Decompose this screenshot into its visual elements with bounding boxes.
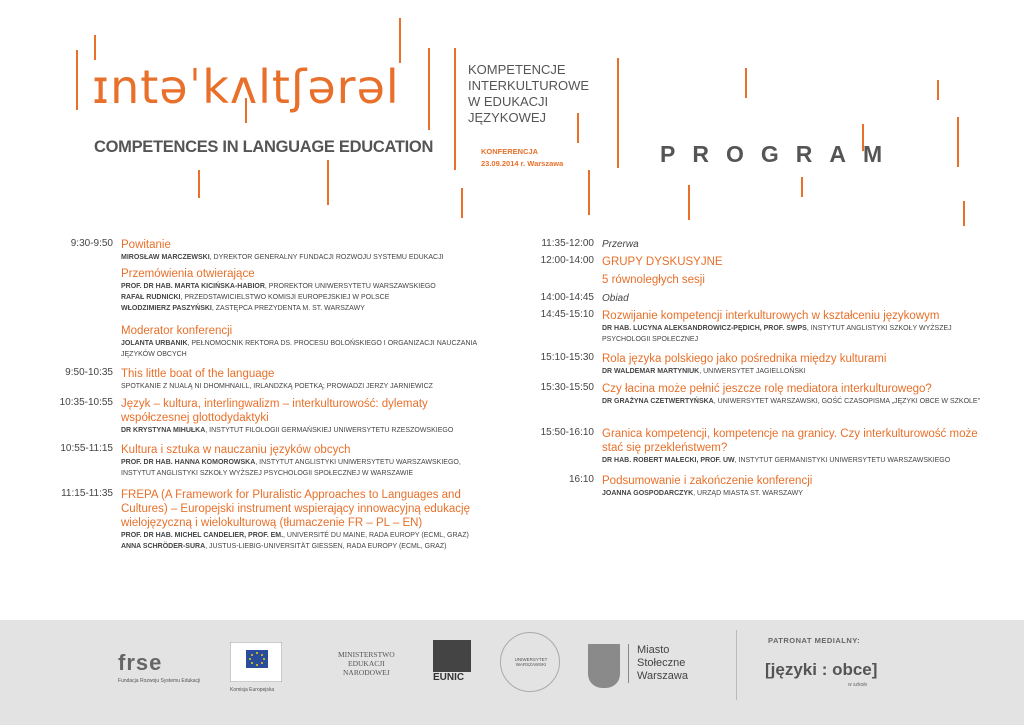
session-time: 14:00-14:45 bbox=[540, 292, 594, 303]
speaker-affiliation: , INSTYTUT FILOLOGII GERMAŃSKIEJ UNIWERSYTETU RZESZOWSKIEGO bbox=[205, 427, 454, 434]
session-time: 12:00-14:00 bbox=[540, 255, 594, 266]
session-title: GRUPY DYSKUSYJNE bbox=[602, 256, 723, 268]
speaker-affiliation: , PEŁNOMOCNIK REKTORA DS. PROCESU BOLOŃSKIEGO I ORGANIZACJI NAUCZANIA JĘZYKÓW OBCYCH bbox=[121, 340, 477, 358]
session-time: 11:35-12:00 bbox=[541, 238, 594, 249]
speaker-name: DR GRAŻYNA CZETWERTYŃSKA bbox=[602, 398, 714, 405]
conference-info bbox=[481, 146, 563, 170]
speaker-line bbox=[121, 425, 491, 436]
session-time: 14:45-15:10 bbox=[540, 309, 594, 320]
session-title: Czy łacina może pełnić jeszcze rolę mediatora interkulturowego? bbox=[602, 383, 932, 395]
session-body bbox=[121, 238, 491, 263]
jezyki-obce-logo: [języki : obce] bbox=[765, 660, 878, 679]
speaker-line bbox=[602, 396, 982, 407]
session-time: 15:30-15:50 bbox=[540, 382, 594, 393]
speaker-line bbox=[121, 252, 491, 263]
speaker-line bbox=[602, 366, 982, 377]
speaker-affiliation: , JUSTUS-LIEBIG-UNIVERSITÄT GIESSEN, RADA EUROPY (ECML, GRAZ) bbox=[205, 543, 447, 550]
men-line: NARODOWEJ bbox=[343, 668, 390, 677]
men-logo bbox=[338, 650, 395, 677]
session-body bbox=[602, 292, 982, 306]
speaker-name: ANNA SCHRÖDER-SURA bbox=[121, 543, 206, 550]
session-body bbox=[602, 474, 982, 499]
subtitle: COMPETENCES IN LANGUAGE EDUCATION bbox=[94, 138, 434, 156]
session-title: Kultura i sztuka w nauczaniu języków obcych bbox=[121, 444, 351, 456]
session-body bbox=[602, 309, 982, 345]
speaker-affiliation: , UNIWERSYTET JAGIELLOŃSKI bbox=[699, 368, 806, 375]
speaker-affiliation: , INSTYTUT GERMANISTYKI UNIWERSYTETU WARSZAWSKIEGO bbox=[734, 457, 951, 464]
session-title: This little boat of the language bbox=[121, 368, 275, 380]
uw-logo bbox=[500, 632, 560, 692]
session-body bbox=[602, 427, 982, 466]
eunic-logo bbox=[433, 640, 471, 683]
speaker-name: DR HAB. ROBERT MAŁECKI, PROF. UW bbox=[602, 457, 735, 464]
footer-divider bbox=[736, 630, 737, 700]
speaker-affiliation: , UNIVERSITÉ DU MAINE, RADA EUROPY (ECML, GRAZ) bbox=[283, 532, 469, 539]
session-break-label: Przerwa bbox=[602, 239, 639, 250]
speaker-name: JOANNA GOSPODARCZYK bbox=[602, 490, 694, 497]
frse-wordmark: frse bbox=[118, 650, 163, 675]
speaker-affiliation: , PRZEDSTAWICIELSTWO KOMISJI EUROPEJSKIEJ W POLSCE bbox=[180, 294, 390, 301]
speaker-line bbox=[121, 457, 491, 479]
polish-title-line: KOMPETENCJE bbox=[468, 62, 566, 77]
jezyki-obce-sub: w szkole bbox=[848, 682, 868, 688]
speaker-line bbox=[121, 530, 491, 541]
speaker-name: RAFAŁ RUDNICKI bbox=[121, 294, 181, 301]
session-body bbox=[121, 367, 491, 392]
speaker-line bbox=[121, 541, 491, 552]
warsaw-line: Miasto bbox=[637, 644, 670, 656]
session-time: 15:10-15:30 bbox=[540, 352, 594, 363]
session-time: 10:55-11:15 bbox=[60, 443, 113, 454]
session-time: 11:15-11:35 bbox=[61, 488, 113, 499]
speaker-name: PROF. DR HAB. MARTA KICIŃSKA-HABIOR bbox=[121, 283, 265, 290]
session-body bbox=[602, 382, 982, 407]
session-title: Przemówienia otwierające bbox=[121, 268, 255, 280]
session-time: 10:35-10:55 bbox=[59, 397, 113, 408]
conference-date: 23.09.2014 r. Warszawa bbox=[481, 159, 564, 168]
uw-label: UNIWERSYTET WARSZAWSKI bbox=[514, 657, 548, 667]
speaker-line bbox=[121, 338, 491, 360]
session-title: Rola języka polskiego jako pośrednika między kulturami bbox=[602, 353, 887, 365]
speaker-affiliation: , INSTYTUT ANGLISTYKI UNIWERSYTETU WARSZAWSKIEGO, INSTYTUT ANGLISTYKI SZKOŁY WYŻSZEJ PSYCHOLOGII SPOŁECZNEJ W WARSZAWIE bbox=[121, 459, 461, 477]
speaker-affiliation: SPOTKANIE Z NUALĄ NI DHOMHNAILL, IRLANDZKĄ POETKĄ; PROWADZI JERZY JARNIEWICZ bbox=[121, 383, 433, 390]
speaker-affiliation: , DYREKTOR GENERALNY FUNDACJI ROZWOJU SYSTEMU EDUKACJI bbox=[209, 254, 444, 261]
session-title: Rozwijanie kompetencji interkulturowych w kształceniu językowym bbox=[602, 310, 940, 322]
warsaw-line: Stołeczne bbox=[637, 657, 686, 669]
speaker-line bbox=[121, 281, 491, 292]
polish-title bbox=[468, 62, 608, 126]
speaker-line bbox=[121, 303, 491, 314]
speaker-line bbox=[602, 455, 982, 466]
european-commission-logo bbox=[230, 642, 282, 694]
patronat-label: PATRONAT MEDIALNY: bbox=[768, 636, 861, 645]
session-time: 9:30-9:50 bbox=[70, 238, 113, 249]
polish-title-line: W EDUKACJI bbox=[468, 94, 549, 109]
speaker-affiliation: , ZASTĘPCA PREZYDENTA M. ST. WARSZAWY bbox=[211, 305, 365, 312]
speaker-affiliation: , PROREKTOR UNIWERSYTETU WARSZAWSKIEGO bbox=[264, 283, 436, 290]
session-time: 9:50-10:35 bbox=[65, 367, 113, 378]
speaker-name: DR HAB. LUCYNA ALEKSANDROWICZ-PĘDICH, PROF. SWPS bbox=[602, 325, 807, 332]
speaker-name: PROF. DR HAB. HANNA KOMOROWSKA bbox=[121, 459, 256, 466]
session-break-label: Obiad bbox=[602, 293, 629, 304]
conference-label: KONFERENCJA bbox=[481, 147, 539, 156]
speaker-affiliation: , URZĄD MIASTA ST. WARSZAWY bbox=[693, 490, 803, 497]
session-title: Język – kultura, interlingwalizm – interkulturowość: dylematy współczesnej glottodydaktyki bbox=[121, 398, 428, 424]
frse-logo bbox=[118, 650, 200, 684]
speaker-name: DR KRYSTYNA MIHUŁKA bbox=[121, 427, 206, 434]
frse-sub: Fundacja Rozwoju Systemu Edukacji bbox=[118, 678, 201, 684]
speaker-name: DR WALDEMAR MARTYNIUK bbox=[602, 368, 700, 375]
session-body bbox=[602, 352, 982, 377]
program-heading: PROGRAM bbox=[660, 141, 900, 167]
logo-wordmark: ɪntəˈkʌltʃərəl bbox=[92, 60, 400, 114]
session-body bbox=[602, 238, 982, 252]
ke-label: Komisja Europejska bbox=[230, 687, 275, 693]
session-title: Podsumowanie i zakończenie konferencji bbox=[602, 475, 813, 487]
speaker-name: MIROSŁAW MARCZEWSKI bbox=[121, 254, 210, 261]
eunic-label: EUNIC bbox=[433, 672, 465, 683]
warsaw-line: Warszawa bbox=[637, 670, 688, 682]
session-body bbox=[602, 255, 982, 269]
session-body bbox=[121, 488, 491, 552]
warsaw-logo bbox=[628, 644, 688, 683]
session-title: 5 równoległych sesji bbox=[602, 274, 705, 286]
speaker-name: JOLANTA URBANIK bbox=[121, 340, 188, 347]
session-body bbox=[602, 273, 982, 287]
session-body bbox=[121, 324, 491, 360]
polish-title-line: JĘZYKOWEJ bbox=[468, 110, 547, 125]
men-line: EDUKACJI bbox=[348, 659, 385, 668]
speaker-name: PROF. DR HAB. MICHEL CANDELIER, PROF. EM. bbox=[121, 532, 284, 539]
session-body bbox=[121, 267, 491, 314]
men-line: MINISTERSTWO bbox=[338, 650, 395, 659]
speaker-line bbox=[121, 292, 491, 303]
session-body bbox=[121, 397, 491, 436]
warsaw-crest-icon bbox=[588, 644, 620, 688]
session-title: FREPA (A Framework for Pluralistic Approaches to Languages and Cultures) – Europejski instrument wspierający innowacyjną edukację wielojęzyczną i wielokulturową (tłumaczenie FR – PL – EN) bbox=[121, 489, 470, 529]
speaker-line bbox=[121, 381, 491, 392]
session-title: Moderator konferencji bbox=[121, 325, 233, 337]
footer bbox=[0, 620, 1024, 725]
speaker-line bbox=[602, 488, 982, 499]
session-body bbox=[121, 443, 491, 479]
session-title: Granica kompetencji, kompetencje na granicy. Czy interkulturowość może stać się przekleństwem? bbox=[602, 428, 978, 454]
polish-title-line: INTERKULTUROWE bbox=[468, 78, 590, 93]
speaker-line bbox=[602, 323, 982, 345]
session-title: Powitanie bbox=[121, 239, 171, 251]
session-time: 15:50-16:10 bbox=[540, 427, 594, 438]
speaker-affiliation: , UNIWERSYTET WARSZAWSKI, GOŚĆ CZASOPISMA „JĘZYKI OBCE W SZKOLE" bbox=[713, 398, 981, 405]
speaker-affiliation: , INSTYTUT ANGLISTYKI SZKOŁY WYŻSZEJ PSYCHOLOGII SPOŁECZNEJ bbox=[602, 325, 952, 343]
speaker-name: WŁODZIMIERZ PASZYŃSKI bbox=[121, 305, 212, 312]
session-time: 16:10 bbox=[568, 474, 594, 485]
